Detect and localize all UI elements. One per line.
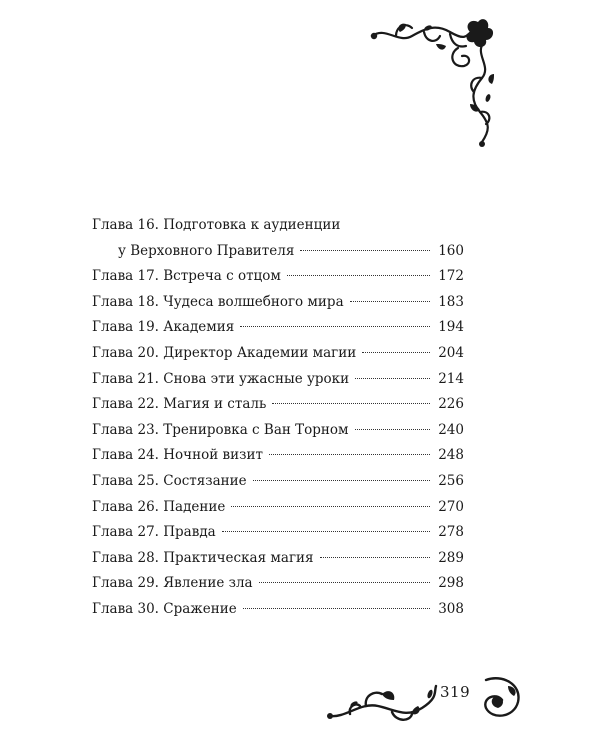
dot-leader — [253, 480, 431, 481]
toc-entry-page: 183 — [438, 293, 464, 310]
toc-entry-title: Глава 26. Падение — [92, 498, 226, 515]
toc-entry-title: Глава 29. Явление зла — [92, 575, 253, 592]
table-of-contents — [92, 213, 464, 623]
floral-vine-ornament-icon — [326, 672, 526, 726]
toc-entry-page: 248 — [438, 447, 464, 464]
dot-leader — [355, 429, 431, 430]
toc-entry — [92, 264, 464, 290]
toc-entry-page: 308 — [438, 600, 464, 617]
toc-entry-page: 278 — [438, 524, 464, 541]
toc-entry-title: Глава 17. Встреча с отцом — [92, 268, 281, 285]
page-number: 319 — [440, 683, 471, 701]
toc-entry — [92, 315, 464, 341]
toc-entry-title: Глава 16. Подготовка к аудиенции — [92, 217, 341, 233]
toc-entry — [92, 392, 464, 418]
toc-entry-title: Глава 27. Правда — [92, 524, 216, 541]
toc-entry-title: Глава 24. Ночной визит — [92, 447, 263, 464]
toc-entry-page: 204 — [438, 344, 464, 361]
toc-entry-page: 160 — [438, 242, 464, 259]
dot-leader — [362, 352, 430, 353]
toc-entry — [92, 443, 464, 469]
dot-leader — [320, 557, 431, 558]
toc-entry-title: Глава 20. Директор Академии магии — [92, 344, 357, 361]
dot-leader — [350, 301, 431, 302]
toc-entry — [92, 546, 464, 572]
toc-entry-page: 240 — [438, 421, 464, 438]
toc-entry-title: Глава 22. Магия и сталь — [92, 396, 267, 413]
toc-entry-page: 298 — [438, 575, 464, 592]
toc-entry — [92, 341, 464, 367]
dot-leader — [259, 582, 431, 583]
dot-leader — [287, 275, 430, 276]
toc-entry-title: Глава 19. Академия — [92, 319, 235, 336]
dot-leader — [355, 378, 430, 379]
dot-leader — [231, 506, 430, 507]
toc-entry-page: 226 — [438, 396, 464, 413]
toc-entry-title: Глава 18. Чудеса волшебного мира — [92, 293, 344, 310]
dot-leader — [269, 454, 430, 455]
toc-entry — [92, 469, 464, 495]
toc-entry-page: 270 — [438, 498, 464, 515]
toc-entry — [92, 597, 464, 623]
floral-corner-ornament-icon — [366, 14, 496, 149]
toc-entry — [92, 418, 464, 444]
dot-leader — [300, 250, 430, 251]
toc-entry-page: 256 — [438, 472, 464, 489]
toc-entry-page: 289 — [438, 549, 464, 566]
toc-entry-page: 214 — [438, 370, 464, 387]
dot-leader — [243, 608, 431, 609]
toc-entry-title: Глава 21. Снова эти ужасные уроки — [92, 370, 350, 387]
toc-entry-title: Глава 30. Сражение — [92, 600, 237, 617]
toc-entry — [92, 239, 464, 265]
dot-leader — [222, 531, 431, 532]
dot-leader — [272, 403, 430, 404]
toc-entry-title: у Верховного Правителя — [118, 242, 295, 259]
toc-entry-title: Глава 28. Практическая магия — [92, 549, 314, 566]
toc-entry-page: 172 — [438, 268, 464, 285]
toc-entry — [92, 520, 464, 546]
toc-entry-title: Глава 25. Состязание — [92, 472, 247, 489]
toc-entry-page: 194 — [438, 319, 464, 336]
dot-leader — [240, 326, 430, 327]
toc-entry — [92, 571, 464, 597]
toc-entry — [92, 290, 464, 316]
toc-entry-title: Глава 23. Тренировка с Ван Торном — [92, 421, 349, 438]
toc-entry — [92, 495, 464, 521]
toc-entry — [92, 213, 464, 239]
toc-entry — [92, 367, 464, 393]
